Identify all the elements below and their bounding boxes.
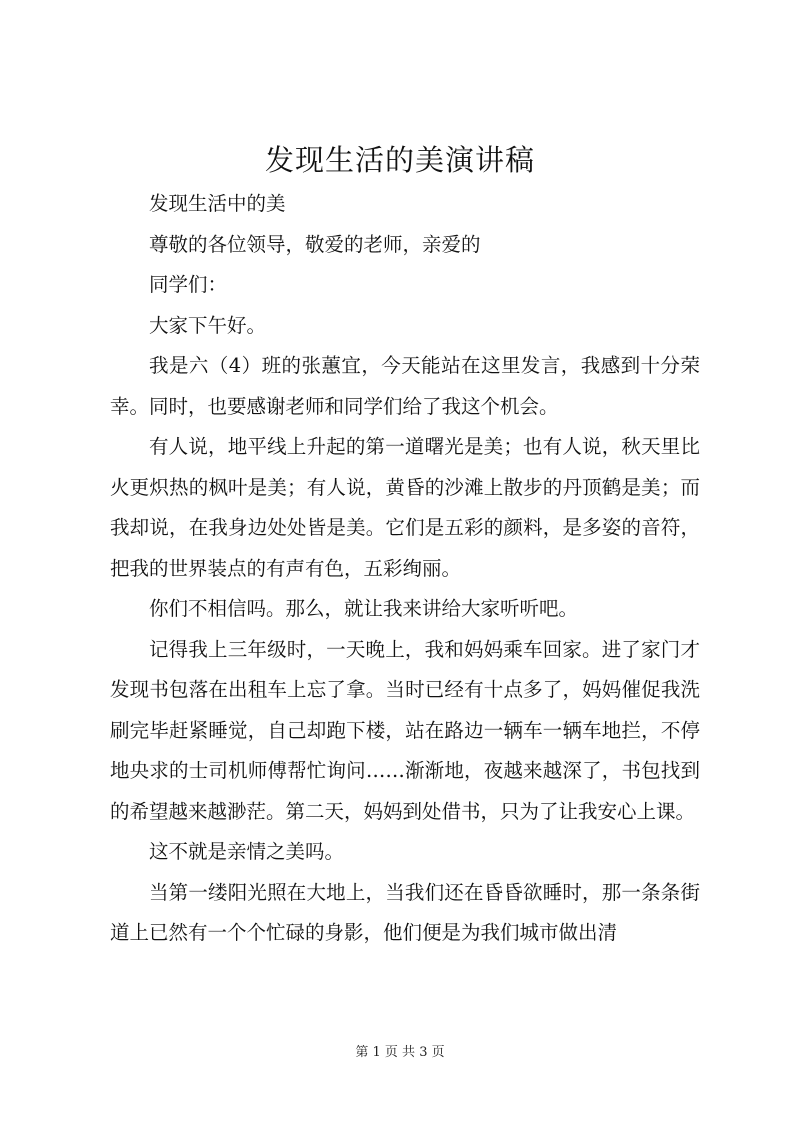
paragraph: 有人说，地平线上升起的第一道曙光是美；也有人说，秋天里比火更炽热的枫叶是美；有人说，黄昏的沙滩上散步的丹顶鹤是美；而我却说，在我身边处处皆是美。它们是五彩的颜料，是多姿的音符，把我的世界装点的有声有色，五彩绚丽。 bbox=[110, 435, 700, 580]
paragraph: 这不就是亲情之美吗。 bbox=[149, 840, 345, 863]
document-title: 发现生活的美演讲稿 bbox=[264, 143, 535, 177]
paragraph: 尊敬的各位领导，敬爱的老师，亲爱的 bbox=[149, 232, 481, 256]
paragraph: 大家下午好。 bbox=[149, 313, 267, 337]
paragraph: 当第一缕阳光照在大地上，当我们还在昏昏欲睡时，那一条条街道上已然有一个个忙碌的身影，他们便是为我们城市做出清 bbox=[110, 880, 700, 944]
paragraph: 我是六（4）班的张蕙宜，今天能站在这里发言，我感到十分荣幸。同时，也要感谢老师和同学们给了我这个机会。 bbox=[110, 354, 700, 418]
paragraph: 同学们： bbox=[149, 273, 228, 296]
paragraph: 记得我上三年级时，一天晚上，我和妈妈乘车回家。进了家门才发现书包落在出租车上忘了拿。当时已经有十点多了，妈妈催促我洗刷完毕赶紧睡觉，自己却跑下楼，站在路边一辆车一辆车地拦，不停地央求的士司机师傅帮忙询问……渐渐地，夜越来越深了，书包找到的希望越来越渺茫。第二天，妈妈到处借书，只为了让我安心上课。 bbox=[110, 637, 700, 823]
document-body bbox=[110, 184, 700, 954]
page-footer: 第 1 页 共 3 页 bbox=[355, 1045, 445, 1060]
paragraph: 发现生活中的美 bbox=[149, 192, 286, 215]
paragraph: 你们不相信吗。那么，就让我来讲给大家听听吧。 bbox=[149, 597, 579, 620]
